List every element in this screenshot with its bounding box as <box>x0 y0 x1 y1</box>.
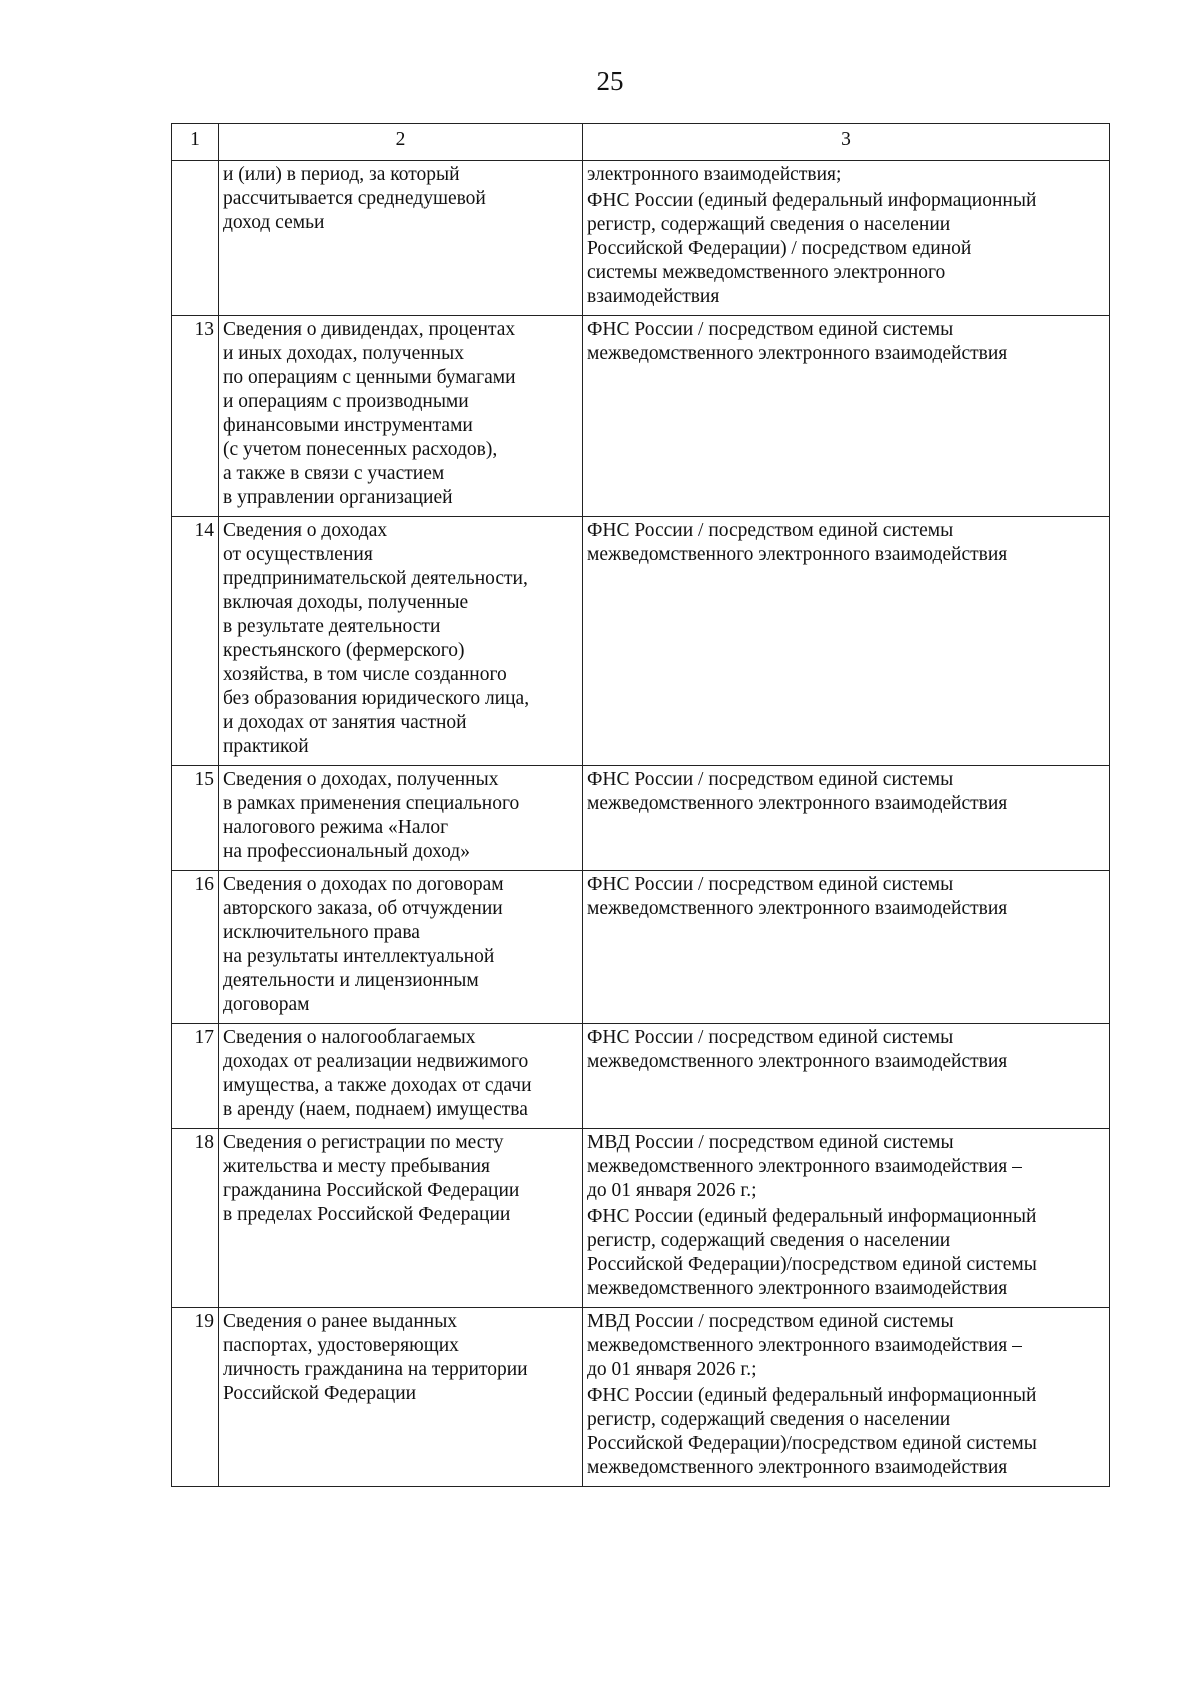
cell-text-line: в рамках применения специального <box>223 793 520 814</box>
cell-text-line: регистр, содержащий сведения о населении <box>587 1409 951 1430</box>
source-paragraph <box>587 318 1105 366</box>
cell-text-line: регистр, содержащий сведения о населении <box>587 1230 951 1251</box>
cell-text-line: паспортах, удостоверяющих <box>223 1335 459 1356</box>
cell-text-line: Российской Федерации)/посредством единой системы <box>587 1433 1037 1454</box>
column-header-2: 2 <box>219 124 583 161</box>
row-number: 13 <box>172 316 219 517</box>
source-paragraph <box>587 189 1105 309</box>
cell-text-line: межведомственного электронного взаимодействия <box>587 1051 1008 1072</box>
information-type-cell <box>219 1308 583 1487</box>
cell-text-line: рассчитывается среднедушевой <box>223 188 486 209</box>
table-row <box>172 871 1110 1024</box>
source-paragraph <box>587 1131 1105 1203</box>
cell-text-line: хозяйства, в том числе созданного <box>223 664 507 685</box>
cell-text-line: и (или) в период, за который <box>223 164 460 185</box>
source-cell <box>583 316 1110 517</box>
source-cell <box>583 871 1110 1024</box>
row-number <box>172 161 219 316</box>
source-paragraph <box>587 768 1105 816</box>
cell-text-line: в аренду (наем, поднаем) имущества <box>223 1099 528 1120</box>
table-row <box>172 1129 1110 1308</box>
cell-text-line: доходах от реализации недвижимого <box>223 1051 529 1072</box>
information-type-cell <box>219 1129 583 1308</box>
source-paragraph <box>587 1384 1105 1480</box>
source-paragraph <box>587 163 1105 187</box>
cell-text-line: ФНС России / посредством единой системы <box>587 874 954 895</box>
cell-text-line: (с учетом понесенных расходов), <box>223 439 498 460</box>
cell-text-line: межведомственного электронного взаимодействия <box>587 1457 1008 1478</box>
cell-text-line: ФНС России (единый федеральный информационный <box>587 190 1037 211</box>
cell-text-line: на профессиональный доход» <box>223 841 470 862</box>
cell-text-line: Сведения о регистрации по месту <box>223 1132 504 1153</box>
row-number: 14 <box>172 517 219 766</box>
cell-text-line: электронного взаимодействия; <box>587 164 842 185</box>
cell-text-line: до 01 января 2026 г.; <box>587 1180 757 1201</box>
cell-text-line: исключительного права <box>223 922 420 943</box>
cell-text-line: МВД России / посредством единой системы <box>587 1132 954 1153</box>
cell-text-line: деятельности и лицензионным <box>223 970 479 991</box>
cell-text-line: межведомственного электронного взаимодействия <box>587 898 1008 919</box>
cell-text-line: межведомственного электронного взаимодействия <box>587 544 1008 565</box>
information-type-cell <box>219 517 583 766</box>
information-type-cell <box>219 1024 583 1129</box>
column-header-3: 3 <box>583 124 1110 161</box>
row-number: 17 <box>172 1024 219 1129</box>
cell-text-line: договорам <box>223 994 310 1015</box>
cell-text-line: и операциям с производными <box>223 391 469 412</box>
cell-text-line: межведомственного электронного взаимодействия <box>587 1278 1008 1299</box>
cell-text-line: Сведения о дивидендах, процентах <box>223 319 516 340</box>
cell-text-line: в пределах Российской Федерации <box>223 1204 511 1225</box>
cell-text-line: до 01 января 2026 г.; <box>587 1359 757 1380</box>
cell-text-line: практикой <box>223 736 309 757</box>
source-paragraph <box>587 1205 1105 1301</box>
information-type-cell <box>219 161 583 316</box>
cell-text-line: Сведения о доходах <box>223 520 388 541</box>
table-row <box>172 316 1110 517</box>
cell-text-line: и доходах от занятия частной <box>223 712 467 733</box>
cell-text-line: межведомственного электронного взаимодействия – <box>587 1156 1022 1177</box>
row-number: 15 <box>172 766 219 871</box>
cell-text-line: ФНС России / посредством единой системы <box>587 319 954 340</box>
cell-text-line: межведомственного электронного взаимодействия – <box>587 1335 1022 1356</box>
cell-text-line: Сведения о ранее выданных <box>223 1311 458 1332</box>
source-cell <box>583 1129 1110 1308</box>
cell-text-line: крестьянского (фермерского) <box>223 640 465 661</box>
data-table <box>171 123 1110 1487</box>
cell-text-line: предпринимательской деятельности, <box>223 568 528 589</box>
table-header-row <box>172 124 1110 161</box>
cell-text-line: Сведения о доходах, полученных <box>223 769 499 790</box>
information-type-cell <box>219 766 583 871</box>
row-number: 16 <box>172 871 219 1024</box>
cell-text-line: в результате деятельности <box>223 616 441 637</box>
table-row <box>172 161 1110 316</box>
row-number: 18 <box>172 1129 219 1308</box>
source-cell <box>583 1024 1110 1129</box>
cell-text-line: регистр, содержащий сведения о населении <box>587 214 951 235</box>
cell-text-line: ФНС России / посредством единой системы <box>587 1027 954 1048</box>
cell-text-line: ФНС России (единый федеральный информационный <box>587 1206 1037 1227</box>
information-type-cell <box>219 316 583 517</box>
cell-text-line: ФНС России (единый федеральный информационный <box>587 1385 1037 1406</box>
information-type-cell <box>219 871 583 1024</box>
source-cell <box>583 766 1110 871</box>
cell-text-line: системы межведомственного электронного <box>587 262 946 283</box>
cell-text-line: авторского заказа, об отчуждении <box>223 898 503 919</box>
cell-text-line: имущества, а также доходах от сдачи <box>223 1075 532 1096</box>
cell-text-line: ФНС России / посредством единой системы <box>587 769 954 790</box>
source-cell <box>583 161 1110 316</box>
cell-text-line: включая доходы, полученные <box>223 592 469 613</box>
source-cell <box>583 1308 1110 1487</box>
source-cell <box>583 517 1110 766</box>
cell-text-line: личность гражданина на территории <box>223 1359 528 1380</box>
page-number: 25 <box>596 66 624 96</box>
cell-text-line: и иных доходах, полученных <box>223 343 464 364</box>
source-paragraph <box>587 1026 1105 1074</box>
table-row <box>172 766 1110 871</box>
cell-text-line: налогового режима «Налог <box>223 817 449 838</box>
table-row <box>172 1308 1110 1487</box>
cell-text-line: МВД России / посредством единой системы <box>587 1311 954 1332</box>
cell-text-line: а также в связи с участием <box>223 463 445 484</box>
cell-text-line: Российской Федерации <box>223 1383 417 1404</box>
source-paragraph <box>587 873 1105 921</box>
cell-text-line: в управлении организацией <box>223 487 453 508</box>
cell-text-line: Сведения о налогооблагаемых <box>223 1027 476 1048</box>
cell-text-line: гражданина Российской Федерации <box>223 1180 520 1201</box>
column-header-1: 1 <box>172 124 219 161</box>
cell-text-line: доход семьи <box>223 212 325 233</box>
table-row <box>172 1024 1110 1129</box>
cell-text-line: межведомственного электронного взаимодействия <box>587 793 1008 814</box>
cell-text-line: по операциям с ценными бумагами <box>223 367 516 388</box>
row-number: 19 <box>172 1308 219 1487</box>
cell-text-line: межведомственного электронного взаимодействия <box>587 343 1008 364</box>
cell-text-line: от осуществления <box>223 544 373 565</box>
cell-text-line: взаимодействия <box>587 286 720 307</box>
cell-text-line: Российской Федерации) / посредством единой <box>587 238 972 259</box>
source-paragraph <box>587 1310 1105 1382</box>
table-row <box>172 517 1110 766</box>
cell-text-line: финансовыми инструментами <box>223 415 473 436</box>
source-paragraph <box>587 519 1105 567</box>
cell-text-line: без образования юридического лица, <box>223 688 530 709</box>
cell-text-line: Российской Федерации)/посредством единой системы <box>587 1254 1037 1275</box>
cell-text-line: на результаты интеллектуальной <box>223 946 495 967</box>
cell-text-line: жительства и месту пребывания <box>223 1156 491 1177</box>
table-body <box>172 161 1110 1487</box>
cell-text-line: ФНС России / посредством единой системы <box>587 520 954 541</box>
cell-text-line: Сведения о доходах по договорам <box>223 874 504 895</box>
